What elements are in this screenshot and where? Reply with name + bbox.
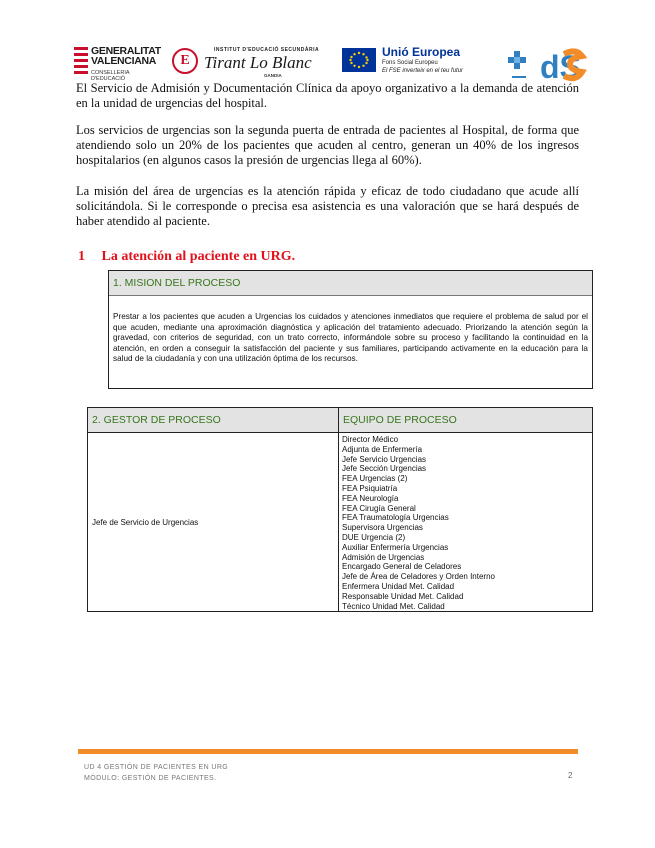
eu-logo-title: Unió Europea xyxy=(382,45,461,59)
section-title: La atención al paciente en URG. xyxy=(101,249,296,264)
sanidad-letter-d: dS xyxy=(540,49,581,85)
eu-logo-sub: Fons Social Europeu xyxy=(382,60,438,66)
list-item: FEA Psiquiatría xyxy=(342,483,398,493)
mision-header: 1. MISION DEL PROCESO xyxy=(109,271,592,296)
generalitat-emblem-icon xyxy=(74,47,88,75)
page-number: 2 xyxy=(568,771,573,780)
gestor-cell: Jefe de Servicio de Urgencias xyxy=(88,433,339,612)
tirant-logo-top: INSTITUT D'EDUCACIÓ SECUNDÀRIA xyxy=(214,47,320,53)
generalitat-logo-sub: CONSELLERIA D'EDUCACIÓ xyxy=(91,70,130,82)
mision-box xyxy=(108,270,593,389)
equipo-cell xyxy=(339,433,593,612)
footer-unit: UD 4 GESTIÓN DE PACIENTES EN URG xyxy=(84,764,229,771)
generalitat-logo-text: GENERALITAT VALENCIANA xyxy=(91,45,161,67)
intro-paragraph-3: La misión del área de urgencias es la atención rápida y eficaz de todo ciudadano que acude allí solicitándola. Si le corresponde o precisa esa asistencia es una valoración que se hará después de haber atendido al paciente. xyxy=(76,184,579,228)
list-item: FEA Traumatología Urgencias xyxy=(342,513,449,523)
list-item: FEA Urgencias (2) xyxy=(342,474,408,484)
process-table xyxy=(87,407,593,612)
list-item: Encargado General de Celadores xyxy=(342,562,462,572)
tirant-logo-title: Tirant Lo Blanc xyxy=(204,53,312,72)
list-item: Responsable Unidad Met. Calidad xyxy=(342,591,464,601)
list-item: DUE Urgencia (2) xyxy=(342,532,406,542)
tirant-emblem-icon: E xyxy=(172,48,198,74)
table-row xyxy=(88,433,593,612)
equipo-list xyxy=(342,435,592,611)
eu-flag-icon xyxy=(342,48,376,72)
mision-text: Prestar a los pacientes que acuden a Urgencias los cuidados y atenciones inmediatos que requiere el problema de salud por el que acuden, mediante una aproximación diagnóstica y aplicación del tratamiento adecuado. Priorizando la atención según la gravedad, con criterios de seguridad, con un trato correcto, informándole sobre su proceso y facilitando la continuidad en la atención, en orden a conseguir la satisfacción del paciente y sus familiares, participando activamente en la educación para la salud de la ciudadanía y con una utilización óptima de los recursos. xyxy=(113,312,588,363)
list-item: Auxiliar Enfermería Urgencias xyxy=(342,542,449,552)
intro-paragraph-1: El Servicio de Admisión y Documentación Clínica da apoyo organizativo a la demanda de atención en la unidad de urgencias del hospital. xyxy=(76,81,579,110)
list-item: Director Médico xyxy=(342,435,399,444)
intro-paragraph-2: Los servicios de urgencias son la segunda puerta de entrada de pacientes al Hospital, de forma que atendiendo solo un 20% de los pacientes que acuden al centro, generan un 40% de los ingresos hospitalarios (en algunos casos la presión de urgencias llega al 60%). xyxy=(76,123,579,167)
list-item: FEA Cirugía General xyxy=(342,503,416,513)
list-item: FEA Neurología xyxy=(342,493,399,503)
list-item: Adjunta de Enfermería xyxy=(342,444,423,454)
list-item: Técnico Unidad Met. Calidad xyxy=(342,601,445,611)
equipo-header: EQUIPO DE PROCESO xyxy=(339,408,593,433)
list-item: Admisión de Urgencias xyxy=(342,552,425,562)
sanidad-logo xyxy=(506,44,596,86)
table-header-row xyxy=(88,408,593,433)
gestor-header: 2. GESTOR DE PROCESO xyxy=(88,408,339,433)
tirant-logo-sub: GANDIA xyxy=(264,73,282,78)
eu-logo xyxy=(342,44,502,86)
generalitat-logo xyxy=(74,44,161,86)
tirant-lo-blanc-logo xyxy=(172,44,330,86)
footer-module: MÓDULO: GESTIÓN DE PACIENTES. xyxy=(84,775,217,782)
list-item: Jefe de Área de Celadores y Orden Interno xyxy=(342,572,495,582)
header-logos xyxy=(74,44,594,86)
list-item: Supervisora Urgencias xyxy=(342,523,423,533)
eu-logo-slogan: El FSE inverteix en el teu futur xyxy=(382,68,464,74)
list-item: Jefe Sección Urgencias xyxy=(342,464,427,474)
section-number: 1 xyxy=(78,249,85,264)
list-item: Jefe Servicio Urgencias xyxy=(342,454,427,464)
footer-bar xyxy=(78,749,578,754)
list-item: Enfermera Unidad Met. Calidad xyxy=(342,581,455,591)
section-heading xyxy=(78,249,295,265)
